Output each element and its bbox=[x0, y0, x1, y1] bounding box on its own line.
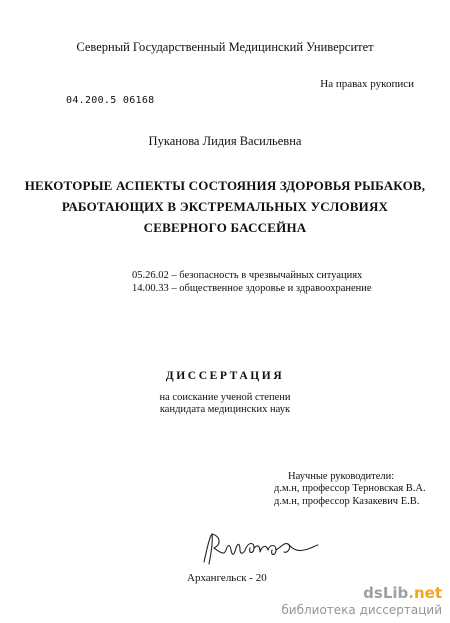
handwritten-signature bbox=[200, 530, 320, 575]
watermark-subtitle: библиотека диссертаций bbox=[281, 603, 442, 617]
dissertation-title-line-2: РАБОТАЮЩИХ В ЭКСТРЕМАЛЬНЫХ УСЛОВИЯХ bbox=[61, 199, 389, 214]
degree-line-2: кандидата медицинских наук bbox=[159, 404, 291, 415]
dissertation-title-line-1: НЕКОТОРЫЕ АСПЕКТЫ СОСТОЯНИЯ ЗДОРОВЬЯ РЫБАКОВ, bbox=[24, 178, 426, 193]
city-year: Архангельск - 20 bbox=[187, 572, 267, 584]
university-name: Северный Государственный Медицинский Университет bbox=[76, 40, 374, 54]
document-type-heading: ДИССЕРТАЦИЯ bbox=[165, 370, 285, 382]
logo-main-text: dsLib bbox=[363, 584, 409, 602]
supervisor-1: д.м.н, профессор Терновская В.А. bbox=[274, 483, 426, 494]
dslib-watermark bbox=[281, 584, 442, 617]
dissertation-title-line-3: СЕВЕРНОГО БАССЕЙНА bbox=[143, 220, 307, 235]
specialty-code-1: 05.26.02 – безопасность в чрезвычайных ситуациях bbox=[132, 270, 363, 281]
manuscript-rights-note: На правах рукописи bbox=[320, 78, 414, 90]
logo-accent-text: .net bbox=[408, 584, 442, 602]
library-stamp-number: 04.200.5 06168 bbox=[66, 95, 155, 106]
degree-line-1: на соискание ученой степени bbox=[159, 392, 291, 403]
specialty-code-2: 14.00.33 – общественное здоровье и здравоохранение bbox=[132, 283, 372, 294]
author-name: Пуканова Лидия Васильевна bbox=[148, 134, 302, 148]
dslib-logo bbox=[281, 584, 442, 602]
supervisors-heading: Научные руководители: bbox=[288, 471, 395, 482]
supervisor-2: д.м.н, профессор Казакевич Е.В. bbox=[274, 496, 420, 507]
